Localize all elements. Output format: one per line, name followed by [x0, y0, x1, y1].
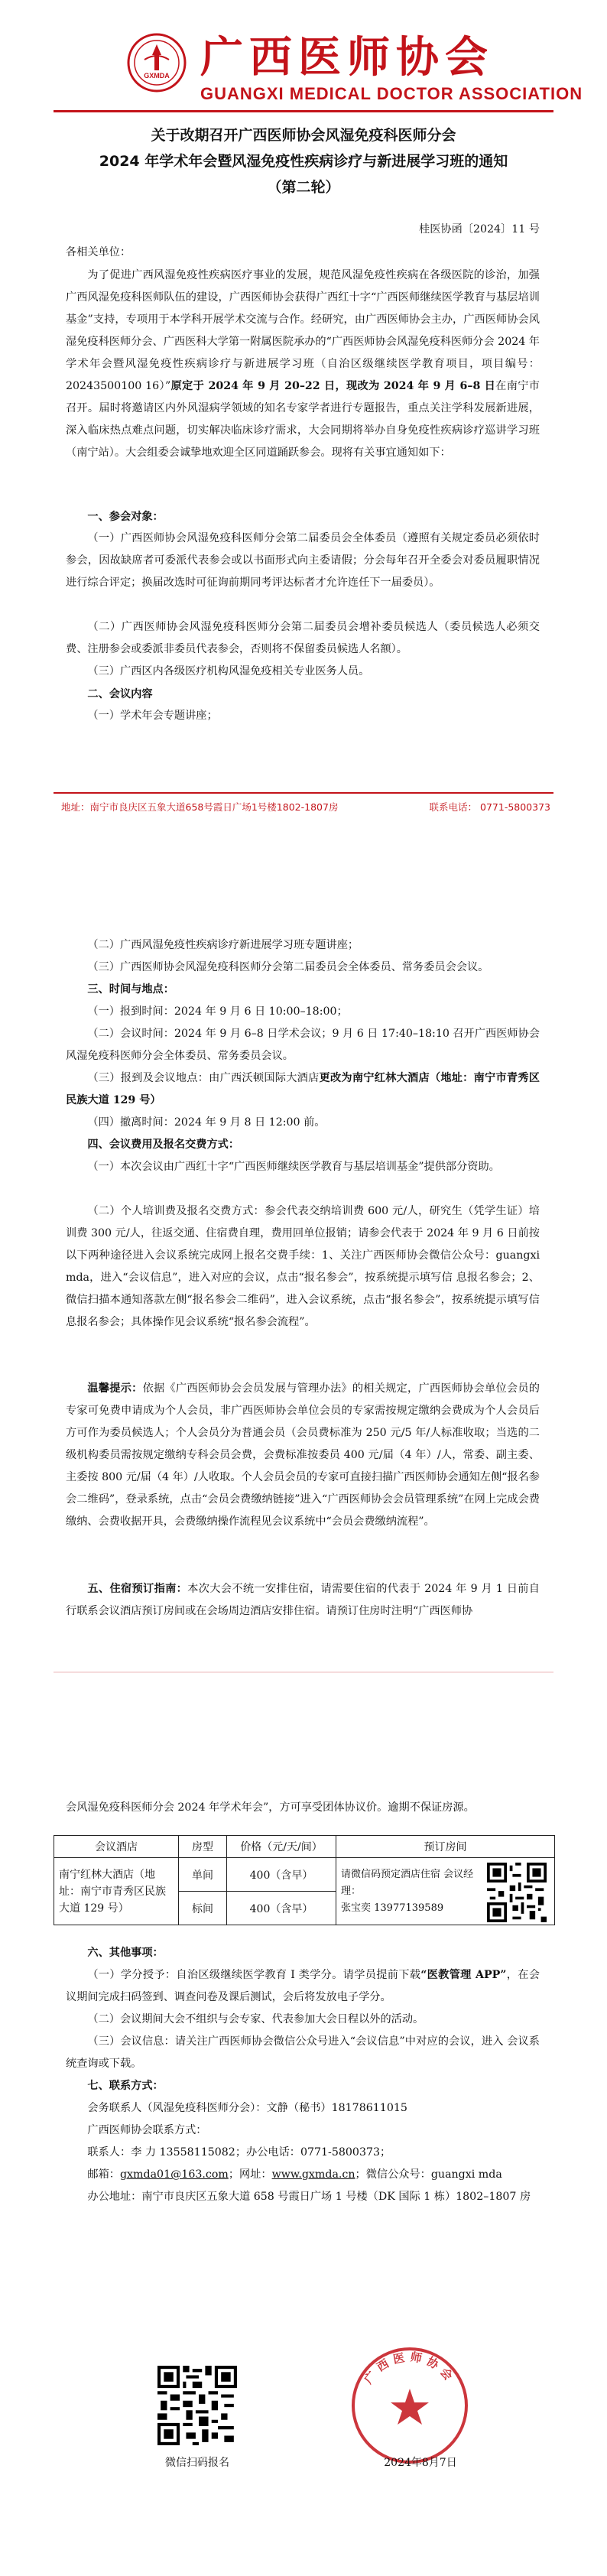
- booking-note: 请微信码预定酒店住宿 会议经理：: [341, 1868, 474, 1897]
- section-3-item-1: （一）报到时间：2024 年 9 月 6 日 10:00–18:00；: [87, 1005, 348, 1018]
- page-2-footer-line: [54, 1671, 553, 1673]
- contact-line-1: 会务联系人（风湿免疫科医师分会）：文静（秘书）18178611015: [87, 2102, 407, 2114]
- hotel-booking-qr-icon[interactable]: [487, 1863, 547, 1922]
- section-2-item-2: （二）广西风湿免疫性疾病诊疗新进展学习班专题讲座；: [87, 939, 359, 951]
- room-type: 标间: [179, 1892, 227, 1925]
- section-5: 五、住宿预订指南：本次大会不统一安排住宿，请需要住宿的代表于 2024 年 9 月 1 日前自行联系会议酒店预订房间或在会场周边酒店安排住宿。请预订住房时注明“广西医师协: [66, 1583, 540, 1617]
- section-6-heading: 六、其他事项：: [87, 1947, 164, 1959]
- website-link[interactable]: www.gxmda.cn: [271, 2168, 355, 2181]
- email-link[interactable]: gxmda01@163.com: [119, 2168, 229, 2181]
- header-booking: 预订房间: [336, 1836, 555, 1858]
- section-6-item-3: （三）会议信息：请关注广西医师协会微信公众号进入“会议信息”中对应的会议，进入 会议系统查询或下载。: [66, 2035, 540, 2070]
- hotel-table-header: [54, 1836, 555, 1858]
- room-price: 400（含早）: [227, 1858, 336, 1892]
- section-7-heading: 七、联系方式：: [87, 2080, 164, 2092]
- table-row: [54, 1858, 555, 1892]
- header-price: 价格（元/天/间）: [227, 1836, 336, 1858]
- svg-text:广西医师协会: [362, 2350, 458, 2386]
- contact-line-4: 邮箱：gxmda01@163.com；网址：www.gxmda.cn；微信公众号：guangxi mda: [87, 2168, 502, 2181]
- org-name-cn: 广西医师协会: [200, 32, 494, 83]
- venue-change: 更改为南宁红林大酒店（地址：南宁市青秀区民族大道 129 号）: [66, 1072, 540, 1106]
- contact-line-2: 广西医师协会联系方式：: [87, 2124, 207, 2136]
- section-4-reminder: 温馨提示：依据《广西医师协会会员发展与管理办法》的相关规定，广西医师协会单位会员的专家可免费申请成为个人会员，非广西医师协会单位会员的专家需按规定缴纳会费成为个人会员后方可作为委员候选人；个人会员分为普通会员（会员费标准为 250 元/5 年/人标准收取；当选的二级机构委员需按规定缴纳专科会员会费，会费标准按委员 400 元/届（4 年）/人，常委、副主委、主委按 800 元/届（4 年）/人收取。个人会员会员的专家可直接扫描广西医师协会通知左侧“报名参会二维码”，登录系统，点击“会员会费缴纳链接”进入“广西医师协会会员管理系统”在网上完成会费缴纳、会费收据开具，会费缴纳操作流程见会议系统中“会员会费缴纳流程”。: [66, 1382, 540, 1528]
- section-3-item-3: （三）报到及会议地点：由广西沃顿国际大酒店更改为南宁红林大酒店（地址：南宁市青秀区民族大道 129 号）: [66, 1072, 540, 1106]
- section-1-heading: 一、参会对象：: [87, 511, 164, 523]
- section-2-item-1: （一）学术年会专题讲座；: [87, 710, 218, 722]
- section-4-item-2: （二）个人培训费及报名交费方式：参会代表交纳培训费 600 元/人，研究生（凭学生证）培训费 300 元/人，往返交通、住宿费自理，费用回单位报销；请参会代表于 2024 年 9 月 6 日前按以下两种途径进入会议系统完成网上报名交费手续：1、关注广西医师协会微信公众号：guangxi mda，进入“会议信息”，进入对应的会议，点击“报名参会”，按系统提示填写信 息报名参会；2、微信扫描本通知落款左侧“报名参会二维码”，进入会议系统，点击“报名参会”，按系统提示填写信息报名参会；具体操作见会议系统“报名参会流程”。: [66, 1205, 540, 1328]
- footer-address: 地址：南宁市良庆区五象大道658号霞日广场1号楼1802-1807房: [61, 801, 339, 813]
- booking-cell: [336, 1858, 555, 1925]
- section-2-heading: 二、会议内容: [87, 688, 153, 700]
- section-3-heading: 三、时间与地点：: [87, 983, 174, 996]
- header-room: 房型: [179, 1836, 227, 1858]
- footer-phone: 联系电话： 0771-5800373: [429, 801, 550, 813]
- section-4-item-1: （一）本次会议由广西红十字“广西医师继续医学教育与基层培训基金”提供部分资助。: [87, 1161, 500, 1173]
- section-4-heading: 四、会议费用及报名交费方式：: [87, 1139, 240, 1151]
- contact-line-3: 联系人：李 力 13558115082；办公电话：0771-5800373；: [87, 2146, 391, 2159]
- section-1-item-3: （三）广西区内各级医疗机构风湿免疫相关专业医务人员。: [87, 665, 370, 677]
- official-seal-icon: [349, 2344, 471, 2467]
- qr-caption: 微信扫码报名: [165, 2457, 229, 2469]
- booking-contact: 张宝奕 13977139589: [341, 1902, 444, 1914]
- page-1-footer-line: [54, 792, 553, 794]
- room-price: 400（含早）: [227, 1892, 336, 1925]
- header-divider: [54, 110, 553, 112]
- section-3-item-2: （二）会议时间：2024 年 9 月 6–8 日学术会议；9 月 6 日 17:40–18:10 召开广西医师协会风湿免疫科医师分会全体委员、常务委员会议。: [66, 1028, 540, 1062]
- logo-text: GXMDA: [144, 72, 170, 80]
- section-1-item-2: （二）广西医师协会风湿免疫科医师分会第二届委员会增补委员候选人（委员候选人必须交费、注册参会或委派非委员代表参会，否则将不保留委员候选人名额）。: [66, 621, 540, 655]
- section-6-item-2: （二）会议期间大会不组织与会专家、代表参加大会日程以外的活动。: [87, 2013, 424, 2025]
- page-1-footer: [61, 800, 550, 814]
- association-logo: [126, 32, 187, 93]
- section-3-item-4: （四）撤离时间：2024 年 9 月 8 日 12:00 前。: [87, 1116, 326, 1129]
- title-line-1: 关于改期召开广西医师协会风湿免疫科医师分会: [151, 127, 456, 144]
- doc-number: 桂医协函〔2024〕11 号: [419, 223, 540, 236]
- seal-text: 广西医师协会: [361, 2350, 459, 2387]
- app-name: “医教管理 APP”: [420, 1969, 507, 1981]
- section-2-item-3: （三）广西医师协会风湿免疫科医师分会第二届委员会全体委员、常务委员会会议。: [87, 961, 489, 973]
- section-6-item-1: （一）学分授予：自治区级继续医学教育 I 类学分。请学员提前下载“医教管理 APP”，在会议期间完成扫码签到、调查问卷及课后测试，会后将发放电子学分。: [66, 1969, 540, 2003]
- section-5-continued: 会风湿免疫科医师分会 2024 年学术年会”，方可享受团体协议价。逾期不保证房源。: [66, 1801, 475, 1814]
- hotel-name: 南宁红林大酒店（地址：南宁市青秀区民族大道 129 号）: [54, 1858, 179, 1925]
- intro-paragraph: 为了促进广西风湿免疫性疾病医疗事业的发展，规范风湿免疫性疾病在各级医院的诊治，加强广西风湿免疫科医师队伍的建设，广西医师协会获得广西红十字“广西医师继续医学教育与基层培训基金”支持，专项用于本学科开展学术交流与合作。经研究，由广西医师协会主办，广西医师协会风湿免疫科医师分会、广西医科大学第一附属医院承办的“广西医师协会风湿免疫科医师分会 2024 年学术年会暨风湿免疫性疾病诊疗与新进展学习班（自治区级继续医学教育项目，项目编号：20243500100 16）”原定于 2024 年 9 月 20–22 日，现改为 2024 年 9 月 6–8 日在南宁市召开。届时将邀请区内外风湿病学领域的知名专家学者进行专题报告，重点关注学科发展新进展，深入临床热点难点问题，切实解决临床诊疗需求，大会同期将举办自身免疫性疾病诊疗巡讲学习班（南宁站）。大会组委会诚挚地欢迎全区同道踊跃参会。现将有关事宜通知如下：: [66, 269, 540, 459]
- date-change-notice: 原定于 2024 年 9 月 20–22 日，现改为 2024 年 9 月 6–8 日: [170, 380, 496, 392]
- hotel-table: [54, 1835, 555, 1925]
- signoff-date: 2024年8月7日: [384, 2457, 457, 2469]
- registration-qr-icon[interactable]: [157, 2366, 237, 2445]
- title-line-2: 2024 年学术年会暨风湿免疫性疾病诊疗与新进展学习班的通知: [99, 153, 508, 170]
- room-type: 单间: [179, 1858, 227, 1892]
- contact-line-5: 办公地址：南宁市良庆区五象大道 658 号霞日广场 1 号楼（DK 国际 1 栋）1802–1807 房: [87, 2191, 531, 2203]
- section-1-item-1: （一）广西医师协会风湿免疫科医师分会第二届委员会全体委员（遵照有关规定委员必须依时参会，因故缺席者可委派代表参会或以书面形式向主委请假；分会每年召开全委会对委员履职情况进行综合评定；换届改选时可征询前期同考评达标者才允许连任下一届委员）。: [66, 532, 540, 589]
- title-line-3: （第二轮）: [267, 179, 340, 196]
- salutation: 各相关单位：: [66, 246, 131, 258]
- header-hotel: 会议酒店: [54, 1836, 179, 1858]
- org-name-en: GUANGXI MEDICAL DOCTOR ASSOCIATION: [200, 84, 583, 103]
